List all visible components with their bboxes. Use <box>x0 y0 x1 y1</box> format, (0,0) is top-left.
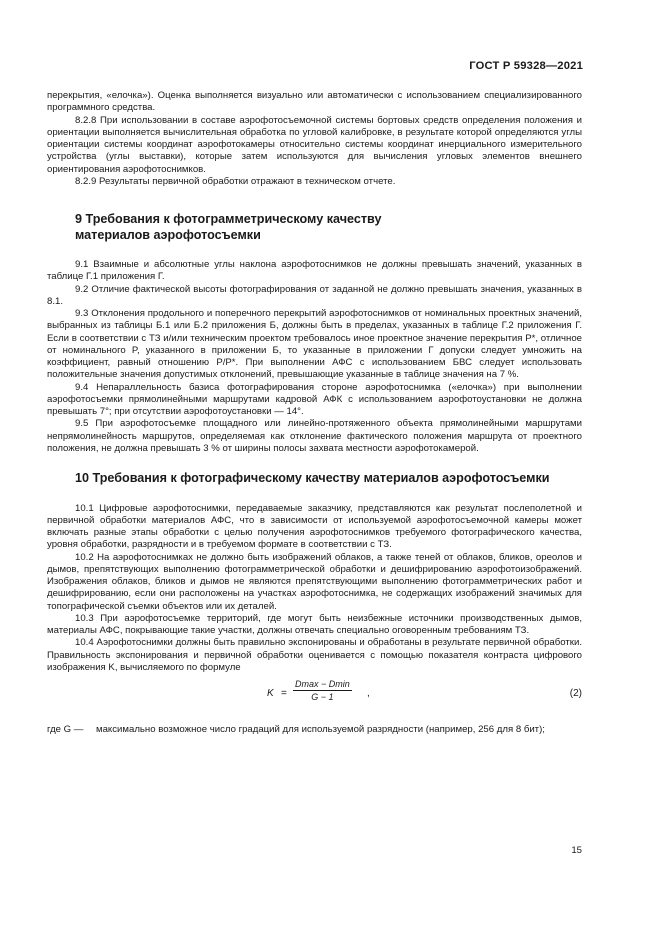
paragraph-10-1: 10.1 Цифровые аэрофотоснимки, передаваемые заказчику, представляются как результат послеполетной и первичной обработки материалов АФС, что в зависимости от используемой аэрофотосъемочной камеры может включать разные этапы обработки с целью получения аэрофотоснимков требуемого фотографического качества, уровня обработки, разрядности и в требуемом формате в соответствии с ТЗ. <box>47 502 582 551</box>
paragraph-9-5: 9.5 При аэрофотосъемке площадного или линейно-протяженного объекта прямолинейными маршрутами непрямолинейность маршрутов, определяемая как отклонение фактического положения маршрута от проектного положения, не должна превышать 3 % от ширины полосы захвата местности аэрофотокамерой. <box>47 418 582 454</box>
paragraph-10-2: 10.2 На аэрофотоснимках не должно быть изображений облаков, а также теней от облаков, бликов, ореолов и дымов, препятствующих выполнению фотограмметрической обработки и дешифрированию аэрофотоизображений. Изображения облаков, бликов и дымов не являются препятствующими выполнению фотограмметрических работ и дешифрированию, если они расположены на участках аэрофотоснимка, не содержащих изображений значимых для топографической съемки объектов или их деталей. <box>47 551 582 612</box>
paragraph-8-2-8: 8.2.8 При использовании в составе аэрофотосъемочной системы бортовых средств определения положения и ориентации выполняется вычислительная обработка по угловой калибровке, в результате которой определяются углы ориентации системы координат аэрофотокамеры относительно системы координат инерциального измерительного устройства (углы выставки), которые затем используются для вычисления угловых элементов внешнего ориентирования аэрофотоснимков. <box>47 114 582 175</box>
formula-number: (2) <box>569 688 582 699</box>
formula-fraction <box>293 679 352 702</box>
document-code: ГОСТ Р 59328—2021 <box>469 60 583 72</box>
paragraph-9-1: 9.1 Взаимные и абсолютные углы наклона аэрофотоснимков не должны превышать значений, указанных в таблице Г.1 приложения Г. <box>47 259 582 283</box>
paragraph: перекрытия, «елочка»). Оценка выполняется визуально или автоматически с использованием специализированного программного средства. <box>47 90 582 114</box>
paragraph-9-4: 9.4 Непараллельность базиса фотографирования стороне аэрофотоснимка («елочка») при выполнении аэрофотосъемки прямолинейными маршрутами кадровой АФК с использованием аэрофотоустановки не должна превышать 7°; при отсутствии аэрофотоустановки — 14°. <box>47 381 582 417</box>
paragraph-8-2-9: 8.2.9 Результаты первичной обработки отражают в техническом отчете. <box>75 175 396 187</box>
paragraph-10-4: 10.4 Аэрофотоснимки должны быть правильно экспонированы и обработаны в результате первичной обработки. Правильность экспонирования и первичной обработки оценивается с помощью показателя контраста цифрового изображения K, вычисляемого по формуле <box>47 637 582 673</box>
paragraph-10-3: 10.3 При аэрофотосъемке территорий, где могут быть неизбежные источники производственных дымов, материалы АФС, покрывающие такие участки, должны отвечать специально оговоренным требованиям ТЗ. <box>47 612 582 636</box>
paragraph-9-3: 9.3 Отклонения продольного и поперечного перекрытий аэрофотоснимков от номинальных проектных значений, выбранных из таблицы Б.1 или Б.2 приложения Б, должны быть в пределах, указанных в таблице Г.2 приложения Г. Если в соответствии с ТЗ и/или техническим проектом требовалось иное проектное значение перекрытия P*, отличное от номинального P, указанного в приложении Б, то указанные в приложении Г допуски следует умножить на коэффициент, равный отношению P/P*. При выполнении АФС с использованием БВС следует использовать положительные значения допустимых отклонений, превышающие указанные в таблице значения на 7 %. <box>47 308 582 381</box>
paragraph-9-2: 9.2 Отличие фактической высоты фотографирования от заданной не должно превышать значения, указанных в 8.1. <box>47 283 582 307</box>
section-9-title-line-1: 9 Требования к фотограмметрическому качеству <box>75 212 382 226</box>
formula-2 <box>47 676 582 710</box>
formula-lhs: K <box>267 688 274 699</box>
formula-equals: = <box>281 688 287 699</box>
formula-explanation <box>47 724 582 736</box>
page-number: 15 <box>571 845 582 856</box>
formula-numerator: Dmax − Dmin <box>295 679 350 689</box>
explanation-text: максимально возможное число градаций для используемой разрядности (например, 256 для 8 бит); <box>96 724 545 735</box>
section-9-title-line-2: материалов аэрофотосъемки <box>75 227 261 242</box>
page-content <box>47 90 582 736</box>
explanation-label: где G — <box>47 724 84 735</box>
section-10-heading: 10 Требования к фотографическому качеству материалов аэрофотосъемки <box>75 471 550 485</box>
formula-comma: , <box>367 688 370 699</box>
formula-denominator: G − 1 <box>311 692 334 702</box>
section-9-heading <box>47 212 582 243</box>
